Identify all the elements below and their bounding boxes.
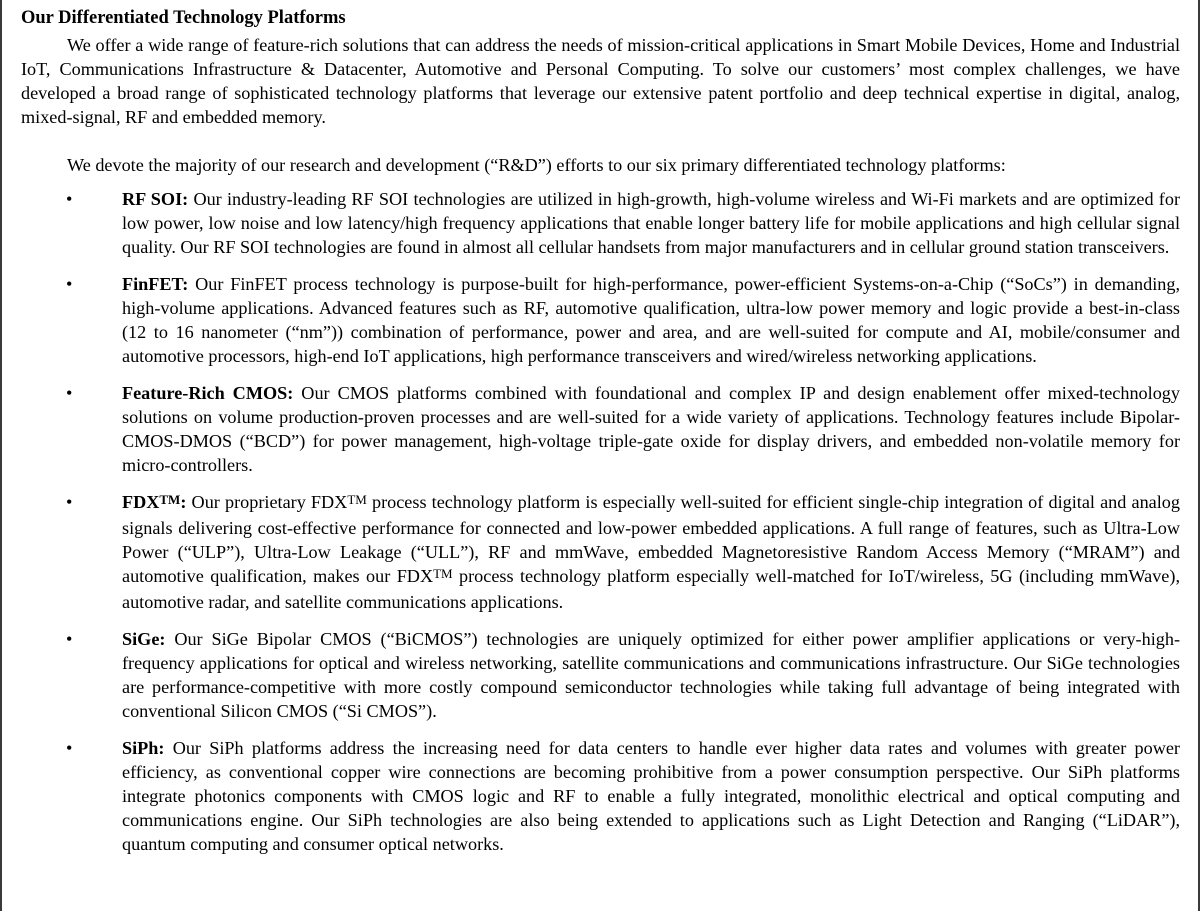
section-heading: Our Differentiated Technology Platforms [21,8,346,28]
list-item-rf-soi [21,187,1180,259]
term-text: FDX [122,492,160,512]
list-item-feature-rich-cmos [21,381,1180,477]
term-colon: : [180,492,187,512]
list-item-sige [21,627,1180,723]
platform-description: Our SiPh platforms address the increasing need for data centers to handle ever higher data rates and volumes with greater power efficiency, as conventional copper wire connections are becoming prohibitive from a power consumption perspective. Our SiPh platforms integrate photonics components with CMOS logic and RF to enable a fully integrated, monolithic electrical and optical computing and communications engine. Our SiPh technologies are also being extended to applications such as Light Detection and Ranging (“LiDAR”), quantum computing and consumer optical networks. [122,738,1180,854]
bullet-icon: • [66,629,73,649]
platform-description: Our SiGe Bipolar CMOS (“BiCMOS”) technologies are uniquely optimized for either power amplifier applications or very-high-frequency applications for optical and wireless networking, satellite communications and communications infrastructure. Our SiGe technologies are performance-competitive with more costly compound semiconductor technologies while taking full advantage of being integrated with conventional Silicon CMOS (“Si CMOS”). [122,629,1180,721]
trademark-mark: TM [433,566,453,581]
platform-description: Our CMOS platforms combined with foundational and complex IP and design enablement offer mixed-technology solutions on volume production-proven processes and are well-suited for a wide variety of applications. Technology features include Bipolar-CMOS-DMOS (“BCD”) for power management, high-voltage triple-gate oxide for display drivers, and embedded non-volatile memory for micro-controllers. [122,383,1180,475]
bullet-icon: • [66,274,73,294]
list-item-fdx [21,490,1180,614]
bullet-icon: • [66,383,73,403]
platform-description: Our industry-leading RF SOI technologies are utilized in high-growth, high-volume wireless and Wi-Fi markets and are optimized for low power, low noise and low latency/high frequency applications that enable longer battery life for mobile applications and high cellular signal quality. Our RF SOI technologies are found in almost all cellular handsets from major manufacturers and in cellular ground station transceivers. [122,189,1181,257]
platform-term [122,492,186,512]
platform-list [21,187,1180,856]
list-item-siph [21,736,1180,856]
platform-description-part-b: process technology platform is especially well-suited for efficient single-chip integration of digital and analog signals delivering cost-effective performance for connected and low-power embedded applications. A full range of features, such as Ultra-Low Power (“ULP”), Ultra-Low Leakage (“ULL”), RF and mmWave, embedded Magnetoresistive Random Access Memory (“MRAM”) and automotive qualification, makes our FDX [122,492,1180,586]
rd-paragraph: We devote the majority of our research and development (“R&D”) efforts to our six primary differentiated technology platforms: [67,155,1006,175]
trademark-mark: TM [159,492,181,507]
platform-term: RF SOI: [122,189,189,209]
platform-description: Our FinFET process technology is purpose-built for high-performance, power-efficient Systems-on-a-Chip (“SoCs”) in demanding, high-volume applications. Advanced features such as RF, automotive qualification, ultra-low power memory and logic provide a best-in-class (12 to 16 nanometer (“nm”)) combination of performance, power and area, and are well-suited for compute and AI, mobile/consumer and automotive processors, high-end IoT applications, high performance transceivers and wired/wireless networking applications. [122,274,1180,366]
platform-description-part-c: process technology platform especially well-matched for IoT/wireless, 5G (including mmWave), automotive radar, and satellite communications applications. [122,566,1180,612]
platform-term: SiGe: [122,629,166,649]
bullet-icon: • [66,492,73,512]
bullet-icon: • [66,738,73,758]
platform-term: Feature-Rich CMOS: [122,383,294,403]
platform-term: FinFET: [122,274,189,294]
platform-description-part-a: Our proprietary FDX [186,492,348,512]
trademark-mark: TM [347,492,367,507]
platform-term: SiPh: [122,738,165,758]
list-item-finfet [21,272,1180,368]
intro-paragraph: We offer a wide range of feature-rich solutions that can address the needs of mission-critical applications in Smart Mobile Devices, Home and Industrial IoT, Communications Infrastructure & Datacenter, Automotive and Personal Computing. To solve our customers’ most complex challenges, we have developed a broad range of sophisticated technology platforms that leverage our extensive patent portfolio and deep technical expertise in digital, analog, mixed-signal, RF and embedded memory. [21,35,1180,127]
bullet-icon: • [66,189,73,209]
